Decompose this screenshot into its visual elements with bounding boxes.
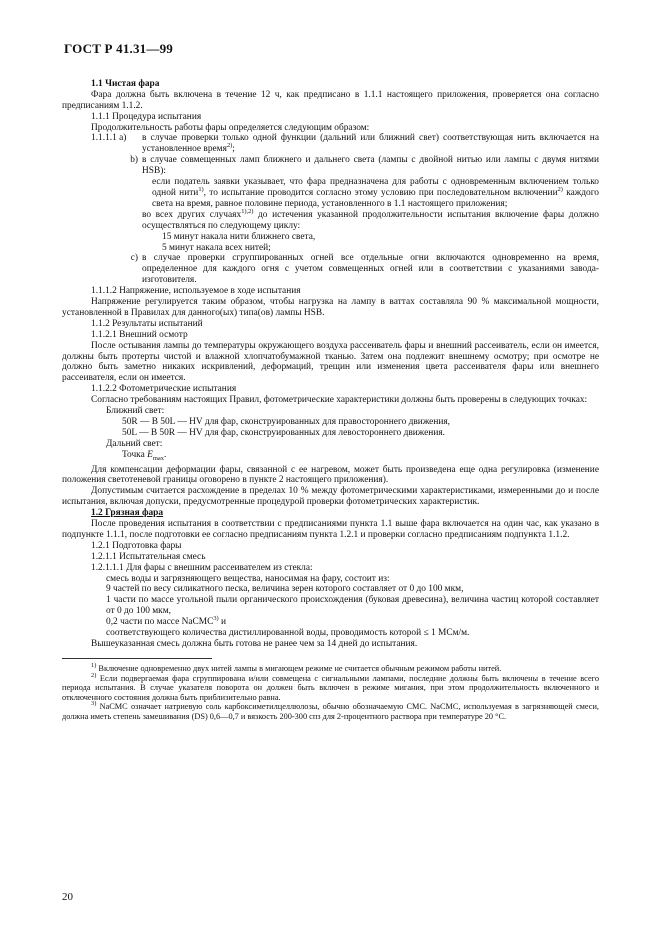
section-1-1-text: Фара должна быть включена в течение 12 ч, как предписано в 1.1.1 настоящего приложения, проверяется она согласно предписаниям 1.1.2. [62,89,599,111]
item-a [62,133,599,155]
low-beam-line-2: 50L — B 50R — HV для фар, сконструированных для левостороннего движения. [122,427,446,438]
item-b [62,155,599,177]
compensation-text: Для компенсации деформации фары, связанной с ее нагревом, может быть произведена еще одна регулировка (изменение положения светотеневой границы оговорено в пункте 2 настоящего приложения). [62,464,599,486]
document-header: ГОСТ Р 41.31—99 [64,41,173,56]
section-1-2-1-1-title: 1.2.1.1 Испытательная смесь [91,551,206,562]
section-1-2-text: После проведения испытания в соответствии с предписаниями пункта 1.1 выше фара включается на один час, как указано в подпункте 1.1.1, после подготовки ее согласно предписаниям пункта 1.2.1 и проверки согласно предписаниям подпункта 1.1.2. [62,519,599,540]
mix-item-4: соответствующего количества дистиллированной воды, проводимость которой ≤ 1 МСм/м. [106,628,470,639]
section-1-1-2-1-title: 1.1.2.1 Внешний осмотр [91,329,188,340]
section-1-2-1-1-1-title: 1.2.1.1.1 Для фары с внешним рассеивателем из стекла: [91,562,313,573]
tolerance-text: Допустимым считается расхождение в пределах 10 % между фотометрическими характеристиками, измеренными до и после испытания, включая допуски, предусмотренные процедурой проверки фотометрических характеристик. [62,486,599,508]
mix-item-3: 0,2 части по массе NaCMC$^{3)}$ и [106,615,227,628]
section-1-1-2-2-title: 1.1.2.2 Фотометрические испытания [91,384,237,395]
section-1-1-1-2-text: Напряжение регулируется таким образом, чтобы нагрузка на лампу в ваттах составляла 90 % максимальной мощности, установленной в Правилах для данного(ых) типа(ов) лампы HSB. [62,297,599,318]
mix-conclusion: Вышеуказанная смесь должна быть готова не ранее чем за 14 дней до испытания. [91,639,418,649]
footnote-1: $^{1)}$ Включение одновременно двух нитей лампы в мигающем режиме не считается обычным режимом работы нитей. [91,661,502,673]
cycle-line-1: 15 минут накала нити ближнего света, [162,231,316,242]
footnote-divider [62,658,212,659]
mix-item-1: 9 частей по весу силикатного песка, величина зерен которого составляет от 0 до 100 мкм, [106,584,464,595]
section-1-1-2-title: 1.1.2 Результаты испытаний [91,318,203,329]
item-b-paragraph-2: во всех других случаях$^{1),2)}$ до истечения указанной продолжительности испытания включение фары должно осуществляться по следующему циклу: [142,207,599,231]
high-beam-label: Дальний свет: [106,438,163,449]
section-1-1-2-1-text: После остывания лампы до температуры окружающего воздуха рассеиватель фары и внешний рассеиватель, если он имеется, должны быть протерты чистой и влажной хлопчатобумажной тканью. Затем она подлежит внешнему осмотру; при осмотре не должно быть заметно никаких искривлений, деформаций, трещин или изменения цвета рассеивателя фары или внешнего рассеивателя, если он имеется. [62,340,599,384]
section-1-1-1-title: 1.1.1 Процедура испытания [91,111,202,122]
low-beam-label: Ближний свет: [106,406,165,417]
section-1-1-1-2-title: 1.1.1.2 Напряжение, используемое в ходе испытания [91,286,301,297]
item-a-text: в случае проверки только одной функции (дальний или ближний свет) соответствующая нить включается на установленное время$^{2)}$; [142,133,599,155]
item-b-number: b) [130,155,138,166]
item-b-paragraph-1: если податель заявки указывает, что фара предназначена для работы с одновременным включением только одной нити$^{1)}$, то испытание проводится согласно этому условию при последовательном включении$^{2)}$ каждого света на время, равное половине периода, установленного в 1.1 настоящего приложения; [152,177,599,209]
section-1-1-title: 1.1 Чистая фара [91,78,160,89]
low-beam-line-1: 50R — B 50L — HV для фар, сконструированных для правостороннего движения, [122,417,451,427]
section-1-2-1-title: 1.2.1 Подготовка фары [91,540,182,551]
mix-intro: смесь воды и загрязняющего вещества, наносимая на фару, состоит из: [106,573,390,584]
item-c-text: в случае проверки сгруппированных огней все отдельные огни включаются одновременно на время, определенное для каждого огня с учетом совмещенных огней или в соответствии с указаниями завода-изготовителя. [142,253,599,286]
footnote-3: $^{3)}$ NaCMC означает натриевую соль карбоксиметилцеллюлозы, обычно обозначаемую CMC. NaCMC, используемая в загрязняющей смеси, должна иметь степень замешивания (DS) 0,6—0,7 и вязкость 200-300 спз для 2-процентного раствора при температуре 20 °С. [62,700,599,721]
mix-item-2: 1 части по массе угольной пыли органического происхождения (буковая древесина), величина частиц которой составляет от 0 до 100 мкм, [106,595,599,617]
section-1-1-1-text: Продолжительность работы фары определяется следующим образом: [91,122,370,133]
item-c-number: с) [130,253,138,264]
page-number: 20 [62,891,73,903]
item-c [62,253,599,286]
item-a-number: 1.1.1.1 а) [91,133,127,144]
cycle-line-2: 5 минут накала всех нитей; [162,242,271,253]
footnote-2: $^{2)}$ Если подвергаемая фара сгруппирована и/или совмещена с сигнальными лампами, последние должны быть включены в течение всего периода испытания. В случае указателя поворота он должен быть включен в режиме мигания, при этом продолжительность включенного и отключенного состояния должна быть приблизительно равна. [62,671,599,702]
item-b-text: в случае совмещенных ламп ближнего и дальнего света (лампы с двойной нитью или лампы с двумя нитями HSB): [142,155,599,177]
section-1-2-title: 1.2 Грязная фара [91,508,164,519]
section-1-1-2-2-text: Согласно требованиям настоящих Правил, фотометрические характеристики должны быть проверены в следующих точках: [91,395,588,406]
high-beam-point: Точка $E_{max}$. [122,449,167,462]
